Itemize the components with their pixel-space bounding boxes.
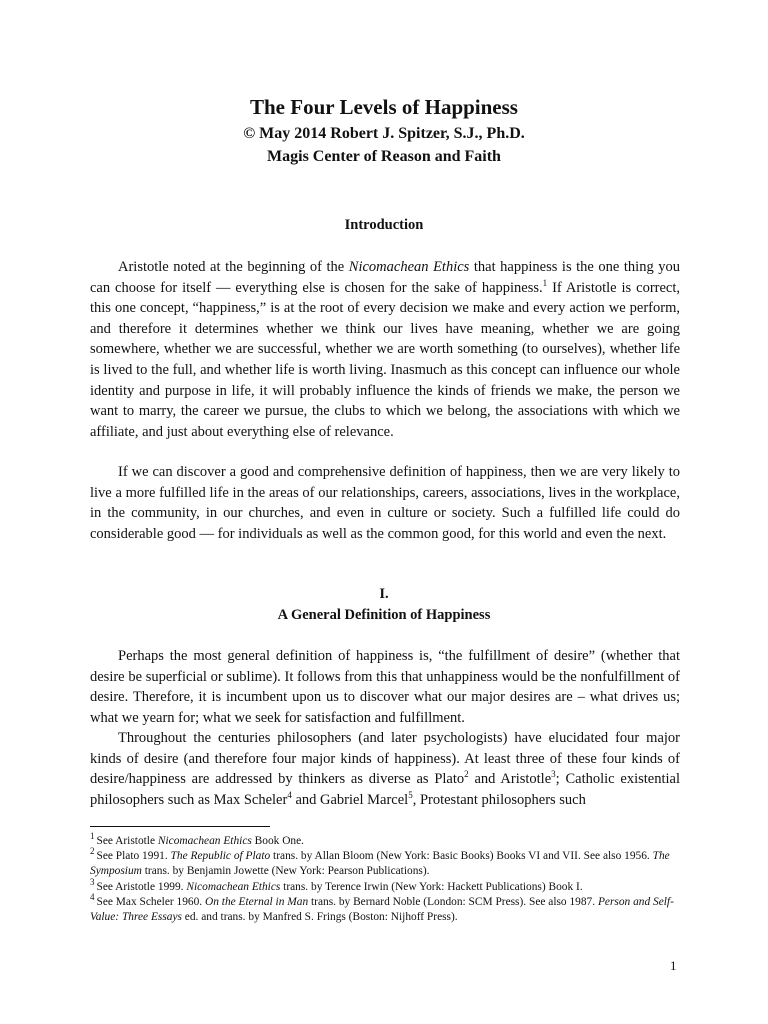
footnote-ref: 4	[287, 789, 292, 800]
section-1-paragraph-1: Perhaps the most general definition of happiness is, “the fulfillment of desire” (whether that desire be superficial or sublime). It follows from this that unhappiness would be the nonfulfillment of desire. Therefore, it is incumbent upon us to discover what our major desires are – what drives us; what we yearn for; what we seek for satisfaction and fulfillment.	[90, 648, 680, 726]
copyright-line: © May 2014 Robert J. Spitzer, S.J., Ph.D.	[243, 125, 525, 142]
footnote-1: $^1$ See Aristotle Nicomachean Ethics Book One.	[90, 831, 305, 847]
work-title: Nicomachean Ethics	[348, 259, 470, 275]
footnote-4: $^4$ See Max Scheler 1960. On the Eternal in Man trans. by Bernard Noble (London: SCM Press). See also 1987. Person and Self-Value: Three Essays ed. and trans. by Manfred S. Frings (Boston: Nijhoff Press).	[90, 892, 674, 924]
section-1-paragraph-2: Throughout the centuries philosophers (and later psychologists) have elucidated four major kinds of desire (and therefore four major kinds of happiness). At least three of these four kinds of desire/happiness are addressed by thinkers as diverse as Plato$^2$ and Aristotle$^3$; Catholic existential philosophers such as Max Scheler$^4$ and Gabriel Marcel$^5$, Protestant philosophers such	[90, 730, 680, 808]
footnote-ref: 5	[408, 789, 413, 800]
footnote-3: $^3$ See Aristotle 1999. Nicomachean Ethics trans. by Terence Irwin (New York: Hackett Publications) Book I.	[90, 876, 583, 893]
footnote-ref: 3	[551, 769, 556, 780]
footnote-2: $^2$ See Plato 1991. The Republic of Plato trans. by Allan Bloom (New York: Basic Books) Books VI and VII. See also 1956. The Symposium trans. by Benjamin Jowette (New York: Pearson Publications).	[90, 846, 670, 878]
introduction-heading: Introduction	[344, 217, 424, 233]
section-heading: A General Definition of Happiness	[277, 607, 491, 623]
section-numeral: I.	[379, 586, 389, 602]
page-number: 1	[670, 958, 677, 973]
institution-line: Magis Center of Reason and Faith	[267, 148, 501, 165]
footnotes	[90, 831, 680, 925]
introduction-paragraph-2: If we can discover a good and comprehensive definition of happiness, then we are very likely to live a more fulfilled life in the areas of our relationships, careers, associations, lives in the workplace, in the community, in our churches, and even in culture or society. Such a fulfilled life could do considerable good — for individuals as well as the common good, for this world and even the next.	[90, 464, 680, 542]
document-title: The Four Levels of Happiness	[250, 95, 518, 119]
footnote-divider	[90, 826, 270, 827]
footnote-ref: 2	[464, 769, 469, 780]
introduction-paragraph-1: Aristotle noted at the beginning of the Nicomachean Ethics that happiness is the one thing you can choose for itself — everything else is chosen for the sake of happiness.$^1$ If Aristotle is correct, this one concept, “happiness,” is at the root of every decision we make and every action we perform, and therefore it determines whether we think our lives have meaning, whether we are going somewhere, whether we are successful, whether we are worth something (to ourselves), whether life is lived to the full, and whether life is worth living. Inasmuch as this concept can influence our whole identity and purpose in life, it will probably influence the kinds of friends we make, the person we want to marry, the career we pursue, the clubs to which we belong, the associations with which we affiliate, and just about everything else of relevance.	[90, 259, 681, 440]
footnote-ref: 1	[542, 277, 548, 288]
title-block	[0, 92, 768, 168]
